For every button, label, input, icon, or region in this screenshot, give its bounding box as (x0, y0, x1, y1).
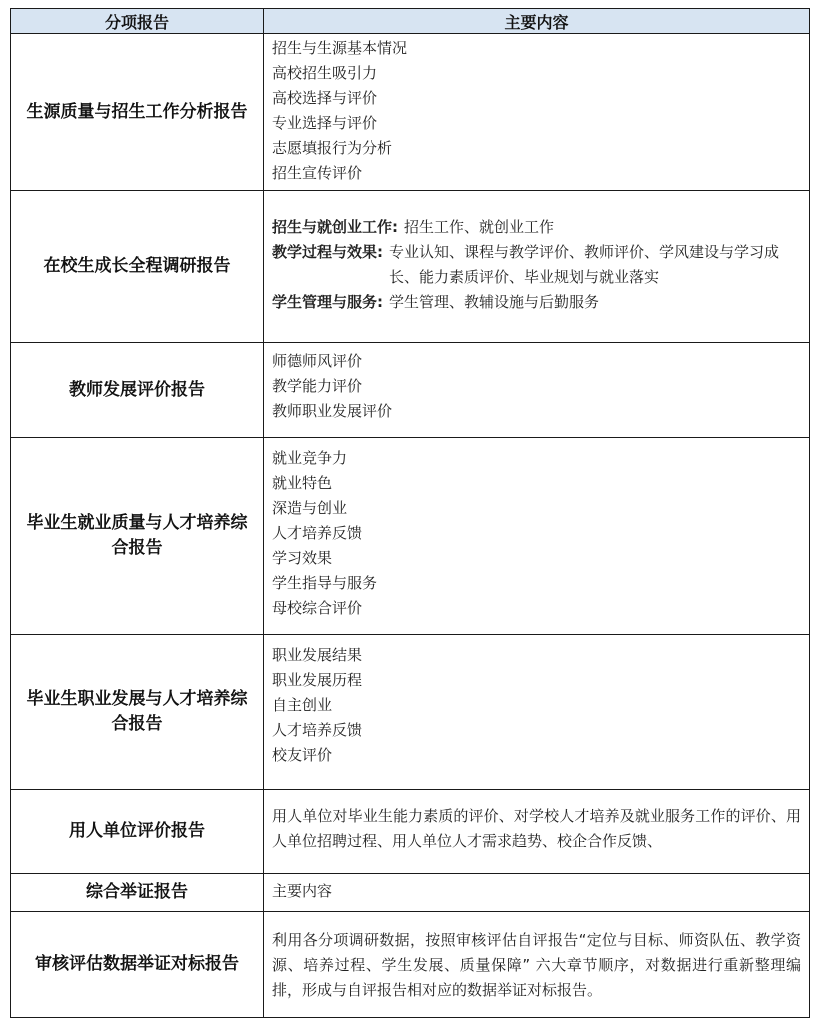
report-title: 用人单位评价报告 (11, 790, 264, 874)
report-content (264, 635, 810, 790)
content-value: 学生管理、教辅设施与后勤服务 (389, 293, 600, 311)
report-table (10, 8, 810, 1018)
report-content (264, 191, 810, 343)
content-item: 高校选择与评价 (272, 89, 378, 107)
header-row (11, 9, 810, 34)
content-item: 自主创业 (272, 696, 333, 714)
content-item: 学习效果 (272, 549, 333, 567)
report-title: 教师发展评价报告 (11, 343, 264, 438)
table-row (11, 874, 810, 912)
content-item: 职业发展历程 (272, 671, 363, 689)
content-key: 教学过程与效果: (272, 243, 383, 261)
table-row (11, 34, 810, 191)
content-item: 招生宣传评价 (272, 164, 363, 182)
report-table-container (10, 8, 810, 1018)
content-item: 就业特色 (272, 474, 333, 492)
report-title: 审核评估数据举证对标报告 (11, 912, 264, 1018)
header-col-report: 分项报告 (11, 9, 264, 34)
content-item: 职业发展结果 (272, 646, 363, 664)
content-item: 专业选择与评价 (272, 114, 378, 132)
report-content: 主要内容 (264, 874, 810, 912)
content-key: 招生与就创业工作: (272, 218, 398, 236)
report-title: 综合举证报告 (11, 874, 264, 912)
content-item: 高校招生吸引力 (272, 64, 378, 82)
content-item: 就业竞争力 (272, 449, 348, 467)
header-col-content: 主要内容 (264, 9, 810, 34)
report-title: 在校生成长全程调研报告 (11, 191, 264, 343)
report-title: 毕业生就业质量与人才培养综合报告 (11, 438, 264, 635)
content-item (272, 290, 801, 315)
content-value: 招生工作、就创业工作 (404, 218, 555, 236)
content-item: 人才培养反馈 (272, 721, 363, 739)
report-content (264, 34, 810, 191)
content-item: 人才培养反馈 (272, 524, 363, 542)
content-item (272, 240, 801, 290)
table-row (11, 790, 810, 874)
report-content: 用人单位对毕业生能力素质的评价、对学校人才培养及就业服务工作的评价、用人单位招聘过程、用人单位人才需求趋势、校企合作反馈、 (264, 790, 810, 874)
report-content: 利用各分项调研数据，按照审核评估自评报告“定位与目标、师资队伍、教学资源、培养过程、学生发展、质量保障” 六大章节顺序，对数据进行重新整理编排，形成与自评报告相对应的数据举证对标报告。 (264, 912, 810, 1018)
report-title: 毕业生职业发展与人才培养综合报告 (11, 635, 264, 790)
report-title: 生源质量与招生工作分析报告 (11, 34, 264, 191)
table-row (11, 912, 810, 1018)
report-content (264, 438, 810, 635)
content-item: 母校综合评价 (272, 599, 363, 617)
content-item: 教学能力评价 (272, 377, 363, 395)
content-item: 志愿填报行为分析 (272, 139, 393, 157)
content-item: 师德师风评价 (272, 352, 363, 370)
content-item (272, 215, 801, 240)
table-row (11, 343, 810, 438)
content-item: 招生与生源基本情况 (272, 39, 408, 57)
content-item: 教师职业发展评价 (272, 402, 393, 420)
content-item: 校友评价 (272, 746, 333, 764)
content-item: 深造与创业 (272, 499, 348, 517)
report-content (264, 343, 810, 438)
content-item: 学生指导与服务 (272, 574, 378, 592)
table-row (11, 191, 810, 343)
content-key: 学生管理与服务: (272, 293, 383, 311)
table-row (11, 635, 810, 790)
table-row (11, 438, 810, 635)
content-value: 专业认知、课程与教学评价、教师评价、学风建设与学习成长、能力素质评价、毕业规划与就业落实 (389, 243, 780, 286)
